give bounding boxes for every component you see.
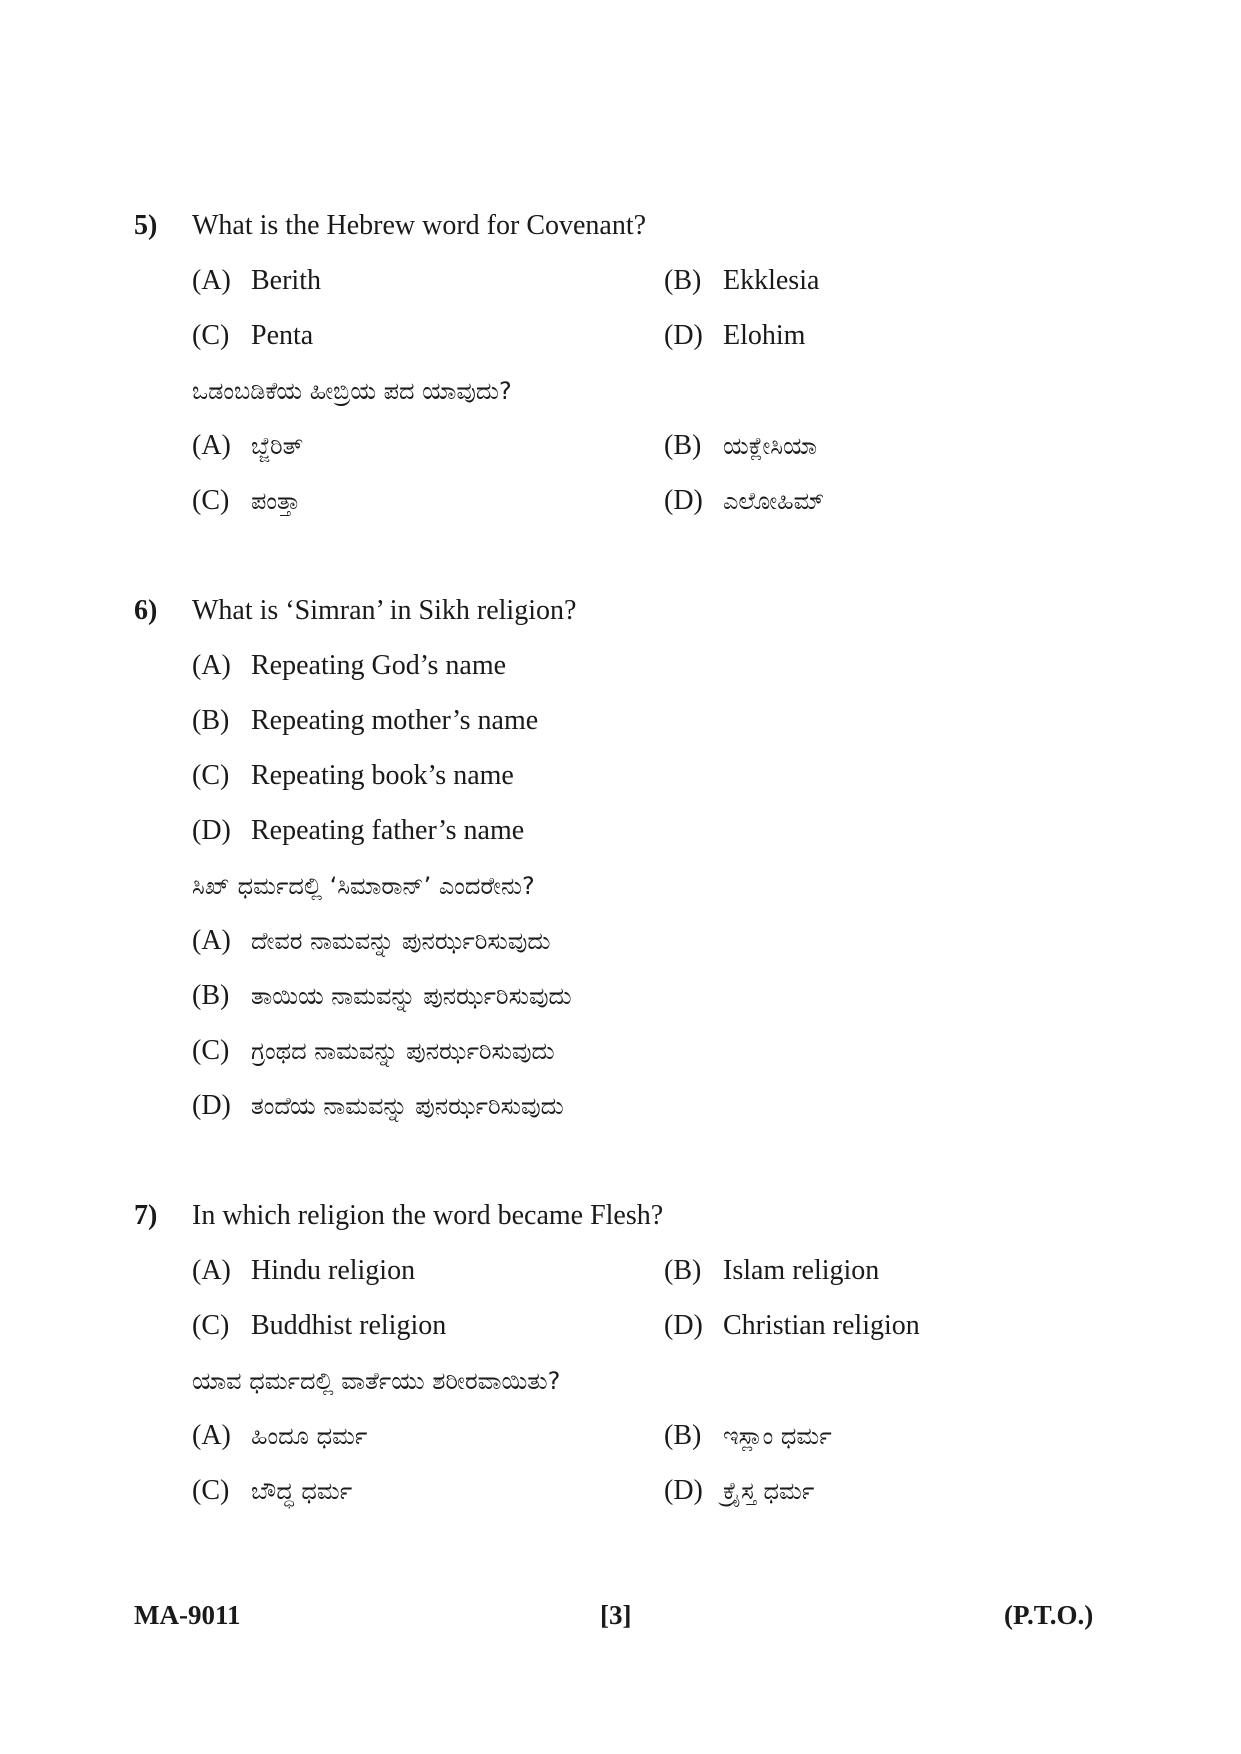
option-label: (C) (192, 1475, 230, 1506)
option-label: (B) (192, 705, 230, 736)
option-label: (C) (192, 485, 230, 516)
option-kn[interactable] (192, 1037, 555, 1065)
option-text: ಇಸ್ಲಾಂ ಧರ್ಮ (723, 1422, 832, 1450)
option-kn[interactable] (664, 1422, 832, 1450)
option-en[interactable] (192, 762, 514, 790)
pto-note: (P.T.O.) (1004, 1600, 1094, 1630)
question-stem-en: In which religion the word became Flesh? (192, 1200, 664, 1231)
option-kn[interactable] (192, 487, 300, 515)
option-kn[interactable] (664, 1477, 814, 1505)
option-label: (A) (192, 1420, 231, 1451)
option-en[interactable] (664, 322, 805, 350)
question-stem-en: What is ‘Simran’ in Sikh religion? (192, 595, 577, 626)
option-label: (A) (192, 650, 231, 681)
option-text: ಕ್ರೈಸ್ತ ಧರ್ಮ (723, 1477, 815, 1505)
question-stem-kn: ಒಡಂಬಡಿಕೆಯ ಹೀಬ್ರಿಯ ಪದ ಯಾವುದು? (192, 377, 512, 405)
option-label: (D) (664, 320, 703, 351)
option-kn[interactable] (192, 982, 572, 1010)
page-number: [3] (600, 1600, 632, 1630)
option-label: (D) (664, 1310, 703, 1341)
option-en[interactable] (664, 1312, 920, 1340)
paper-code: MA-9011 (134, 1600, 241, 1630)
option-text: ಗ್ರಂಥದ ನಾಮವನ್ನು ಪುನರ್ಝರಿಸುವುದು (251, 1037, 555, 1065)
option-kn[interactable] (664, 432, 817, 460)
option-text: Islam religion (723, 1255, 880, 1286)
question-number: 5) (134, 210, 158, 241)
option-en[interactable] (664, 1257, 879, 1285)
option-text: ಯಕ್ಲೇಸಿಯಾ (723, 432, 818, 460)
option-kn[interactable] (192, 1422, 367, 1450)
option-text: ಹಿಂದೂ ಧರ್ಮ (251, 1422, 368, 1450)
question-stem-en: What is the Hebrew word for Covenant? (192, 210, 647, 241)
option-kn[interactable] (192, 432, 303, 460)
option-label: (D) (664, 1475, 703, 1506)
question-number: 7) (134, 1200, 158, 1231)
option-text: Repeating book’s name (251, 760, 514, 791)
option-text: Berith (251, 265, 321, 296)
option-text: ಪಂತ್ತಾ (251, 487, 301, 515)
option-text: ತಾಯಿಯ ನಾಮವನ್ನು ಪುನರ್ಝರಿಸುವುದು (251, 982, 572, 1010)
option-text: ತಂದೆಯ ನಾಮವನ್ನು ಪುನರ್ಝರಿಸುವುದು (251, 1092, 564, 1120)
option-label: (B) (664, 1420, 702, 1451)
option-en[interactable] (192, 652, 506, 680)
option-label: (C) (192, 1310, 230, 1341)
option-en[interactable] (192, 267, 321, 295)
option-text: Repeating God’s name (251, 650, 507, 681)
option-en[interactable] (192, 1312, 446, 1340)
option-text: ಬ್ಜೆರಿತ್ (251, 432, 304, 460)
option-en[interactable] (192, 707, 538, 735)
option-kn[interactable] (664, 487, 824, 515)
option-text: ಬೌದ್ಧ ಧರ್ಮ (251, 1477, 353, 1505)
option-label: (C) (192, 1035, 230, 1066)
option-label: (A) (192, 430, 231, 461)
option-label: (B) (664, 1255, 702, 1286)
option-en[interactable] (192, 817, 524, 845)
option-label: (D) (664, 485, 703, 516)
option-label: (B) (664, 430, 702, 461)
option-label: (D) (192, 815, 231, 846)
question-number: 6) (134, 595, 158, 626)
option-text: Elohim (723, 320, 806, 351)
option-text: Hindu religion (251, 1255, 416, 1286)
option-label: (A) (192, 925, 231, 956)
option-kn[interactable] (192, 1092, 564, 1120)
question-stem-kn: ಸಿಖ್ ಧರ್ಮದಲ್ಲಿ ‘ಸಿಮಾರಾನ್’ ಎಂದರೇನು? (192, 872, 535, 900)
option-text: Buddhist religion (251, 1310, 447, 1341)
question-stem-kn: ಯಾವ ಧರ್ಮದಲ್ಲಿ ವಾರ್ತೆಯು ಶರೀರವಾಯಿತು? (192, 1367, 561, 1395)
option-label: (A) (192, 265, 231, 296)
option-en[interactable] (664, 267, 819, 295)
option-text: Repeating father’s name (251, 815, 525, 846)
option-en[interactable] (192, 1257, 415, 1285)
option-kn[interactable] (192, 927, 550, 955)
option-text: ದೇವರ ನಾಮವನ್ನು ಪುನರ್ಝರಿಸುವುದು (251, 927, 551, 955)
option-text: Repeating mother’s name (251, 705, 539, 736)
option-text: Ekklesia (723, 265, 820, 296)
option-label: (B) (192, 980, 230, 1011)
option-label: (D) (192, 1090, 231, 1121)
option-en[interactable] (192, 322, 313, 350)
option-kn[interactable] (192, 1477, 352, 1505)
option-text: Penta (251, 320, 314, 351)
option-label: (C) (192, 320, 230, 351)
option-label: (A) (192, 1255, 231, 1286)
option-text: Christian religion (723, 1310, 920, 1341)
option-text: ಎಲೋಹಿಮ್ (723, 487, 825, 515)
option-label: (B) (664, 265, 702, 296)
option-label: (C) (192, 760, 230, 791)
